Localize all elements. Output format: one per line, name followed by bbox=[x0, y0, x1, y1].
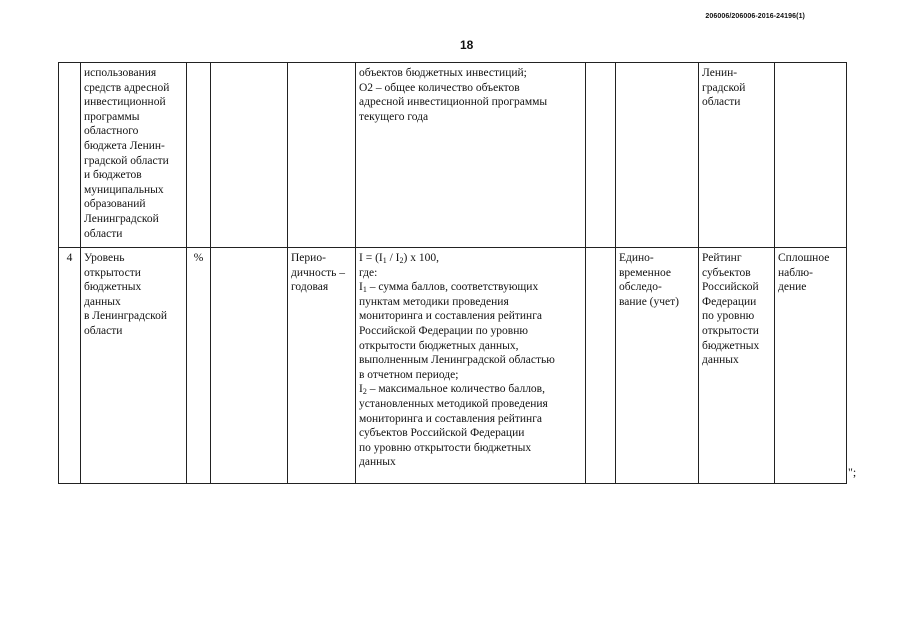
collection-method-cell bbox=[616, 63, 699, 248]
table-row bbox=[59, 248, 847, 484]
periodicity-cell bbox=[288, 63, 356, 248]
unit-cell bbox=[187, 63, 211, 248]
formula: $I = (I_1 / I_2)$ х 100, bbox=[359, 252, 439, 265]
calculation-method-cell: объектов бюджетных инвестиций; О2 – общее количество объектов адресной инвестиционной программы текущего года bbox=[356, 63, 586, 248]
formula-where: где: bbox=[359, 266, 378, 279]
table-row bbox=[59, 63, 847, 248]
empty-cell bbox=[586, 248, 616, 484]
collection-method-cell: Едино- временное обследо- вание (учет) bbox=[616, 248, 699, 484]
row-number-cell: 4 bbox=[59, 248, 81, 484]
formula-i1-definition: $I_1$ – сумма баллов, соответствующих пунктам методики проведения мониторинга и составления рейтинга Российской Федерации по уровню открытости бюджетных данных, выполненным Ленинградской областью в отчетном периоде; bbox=[359, 281, 555, 381]
indicator-name-cell: Уровень открытости бюджетных данных в Ленинградской области bbox=[81, 248, 187, 484]
empty-cell bbox=[211, 63, 288, 248]
empty-cell bbox=[211, 248, 288, 484]
calculation-method-cell bbox=[356, 248, 586, 484]
formula-i2-definition: $I_2$ – максимальное количество баллов, установленных методикой проведения мониторинга и составления рейтинга субъектов Российской Федерации по уровню открытости бюджетных данных bbox=[359, 383, 548, 469]
coverage-cell bbox=[775, 63, 847, 248]
data-source-cell: Ленин- градской области bbox=[699, 63, 775, 248]
coverage-cell: Сплошное наблю- дение bbox=[775, 248, 847, 484]
periodicity-cell: Перио- дичность – годовая bbox=[288, 248, 356, 484]
row-number-cell bbox=[59, 63, 81, 248]
indicator-name-cell: использования средств адресной инвестиционной программы областного бюджета Ленин- градской области и бюджетов муниципальных образований Ленинградской области bbox=[81, 63, 187, 248]
unit-cell: % bbox=[187, 248, 211, 484]
indicators-table bbox=[58, 62, 847, 484]
data-source-cell: Рейтинг субъектов Российской Федерации по уровню открытости бюджетных данных bbox=[699, 248, 775, 484]
document-id: 206006/206006-2016-24196(1) bbox=[705, 13, 805, 20]
empty-cell bbox=[586, 63, 616, 248]
closing-quote-mark: "; bbox=[848, 465, 857, 479]
page-number: 18 bbox=[460, 38, 474, 52]
